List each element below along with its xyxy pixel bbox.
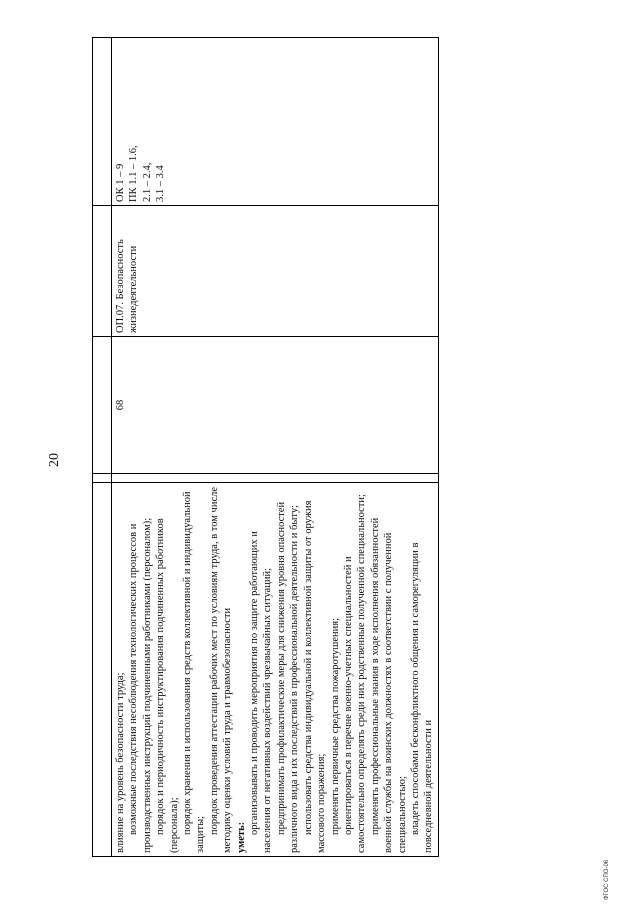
competency-line: ОК 1 – 9	[115, 163, 126, 202]
knowledge-paragraph: возможные последствия несоблюдения технологических процессов и производственных инструкций подчиненными работниками (персоналом);	[128, 517, 153, 853]
knowledge-paragraph: влияние на уровень безопасности труда;	[115, 672, 126, 853]
hours-cell: 68	[112, 337, 439, 474]
curriculum-table	[92, 37, 439, 857]
footer-code: ФГОС СПО-06	[604, 859, 610, 900]
skill-paragraph: предпринимать профилактические меры для снижения уровня опасностей различного вида и их последствий в профессиональной деятельности и быту;	[275, 501, 301, 853]
competencies-cell	[112, 38, 439, 206]
total-hours-cell-empty-top	[93, 337, 112, 474]
competency-line: 2.1 – 2.4,	[141, 162, 153, 202]
table-row-skills	[112, 38, 439, 857]
skill-paragraph: использовать средства индивидуальной и коллективной защиты от оружия массового поражения;	[302, 500, 328, 853]
skill-paragraph: ориентироваться в перечне военно-учетных специальностей и самостоятельно определять среди них родственные полученной специальности;	[342, 494, 368, 853]
competency-line: 3.1 – 3.4	[155, 165, 167, 202]
skills-heading: уметь:	[235, 821, 247, 853]
table-row-knowledge	[93, 38, 112, 857]
knowledge-paragraph: порядок проведения аттестации рабочих мест по условиям труда, в том числе методику оценки условий труда и травмобезопасности	[208, 486, 234, 853]
discipline-cell: ОП.07. Безопасность жизнедеятельности	[112, 206, 439, 337]
hours-cell-empty	[112, 474, 439, 483]
skills-list	[248, 486, 436, 853]
discipline-cell-empty-top	[93, 206, 112, 337]
skill-paragraph: применять первичные средства пожаротушения;	[329, 617, 341, 835]
knowledge-paragraph: порядок и периодичность инструктирования подчиненных работников (персонала);	[155, 518, 180, 853]
competency-cell-empty-top	[93, 38, 112, 206]
page-number: 20	[47, 453, 62, 467]
competency-line: ПК 1.1 – 1.6,	[128, 145, 140, 202]
curriculum-table-container	[92, 41, 435, 857]
hours-cell-empty-top	[93, 474, 112, 483]
knowledge-cell	[93, 483, 112, 857]
rotated-table-frame	[92, 41, 435, 857]
skill-paragraph: применять профессиональные знания в ходе исполнения обязанностей военной службы на воинских должностях в соответствии с полученной специальностью;	[369, 517, 408, 853]
knowledge-paragraph: порядок хранения и использования средств коллективной и индивидуальной защиты;	[182, 491, 207, 853]
skills-cell	[112, 483, 439, 857]
skill-paragraph: владеть способами бесконфликтного общения и саморегуляции в повседневной деятельности и	[409, 542, 435, 853]
skill-paragraph: организовывать и проводить мероприятия по защите работающих и населения от негативных воздействий чрезвычайных ситуаций;	[249, 531, 274, 853]
